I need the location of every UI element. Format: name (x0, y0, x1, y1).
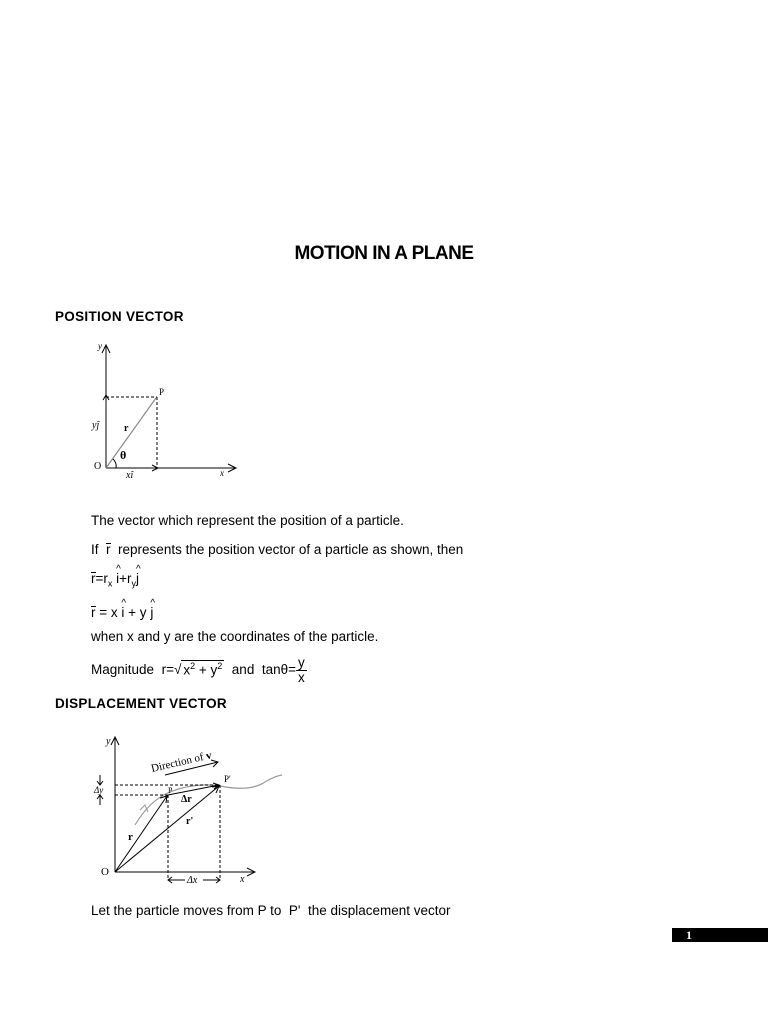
r-prime-label: r' (186, 816, 194, 827)
axis-label-x2: x (240, 874, 245, 885)
displacement-vector-figure (90, 730, 290, 890)
particle-path (135, 775, 282, 825)
page-number: 1 (672, 928, 768, 942)
theta-label: θ (120, 448, 127, 462)
r-label2: r (128, 831, 133, 843)
point-p2-label: P (168, 786, 173, 795)
vector-r-label: r (124, 423, 129, 434)
position-equation-1: $r=r_x$ ^ $i+r_y\^{}$ j (91, 571, 139, 589)
displacement-text-1: Let the particle moves from P to P' the displacement vector (91, 903, 451, 918)
x-component-label: xî (126, 470, 134, 481)
position-text-2: If r represents the position vector of a particle as shown, then (91, 542, 464, 557)
y-component-label: yĵ (92, 420, 100, 431)
axis-label-y: y (98, 341, 102, 351)
axis-label-x: x (220, 468, 224, 478)
origin-label2: O (101, 866, 109, 878)
magnitude-equation: Magnitude r=√ $x^2 + y^2$ and tanθ= $\frac{y}{x}$ (91, 655, 305, 685)
section-heading-position-vector: POSITION VECTOR (55, 309, 184, 324)
point-p-label: P (159, 387, 165, 397)
origin-label: O (94, 461, 102, 472)
page-title: MOTION IN A PLANE (294, 243, 474, 264)
position-vector-r (106, 398, 156, 468)
position-vector-figure (88, 340, 248, 485)
section-heading-displacement-vector: DISPLACEMENT VECTOR (55, 696, 227, 711)
point-p-prime-label: P′ (224, 774, 231, 784)
direction-of-v-label: Direction of v (149, 749, 213, 775)
axis-label-y2: y (106, 736, 111, 747)
delta-x-label: Δx (187, 875, 198, 886)
position-text-3: when x and y are the coordinates of the particle. (91, 629, 379, 644)
position-text-1: The vector which represent the position of a particle. (91, 513, 404, 528)
vector-r (115, 796, 167, 872)
position-equation-2: r = x ^ i + y ^ j (91, 605, 153, 620)
delta-r-label: Δr (181, 794, 192, 805)
delta-y-label: Δy (94, 785, 104, 795)
